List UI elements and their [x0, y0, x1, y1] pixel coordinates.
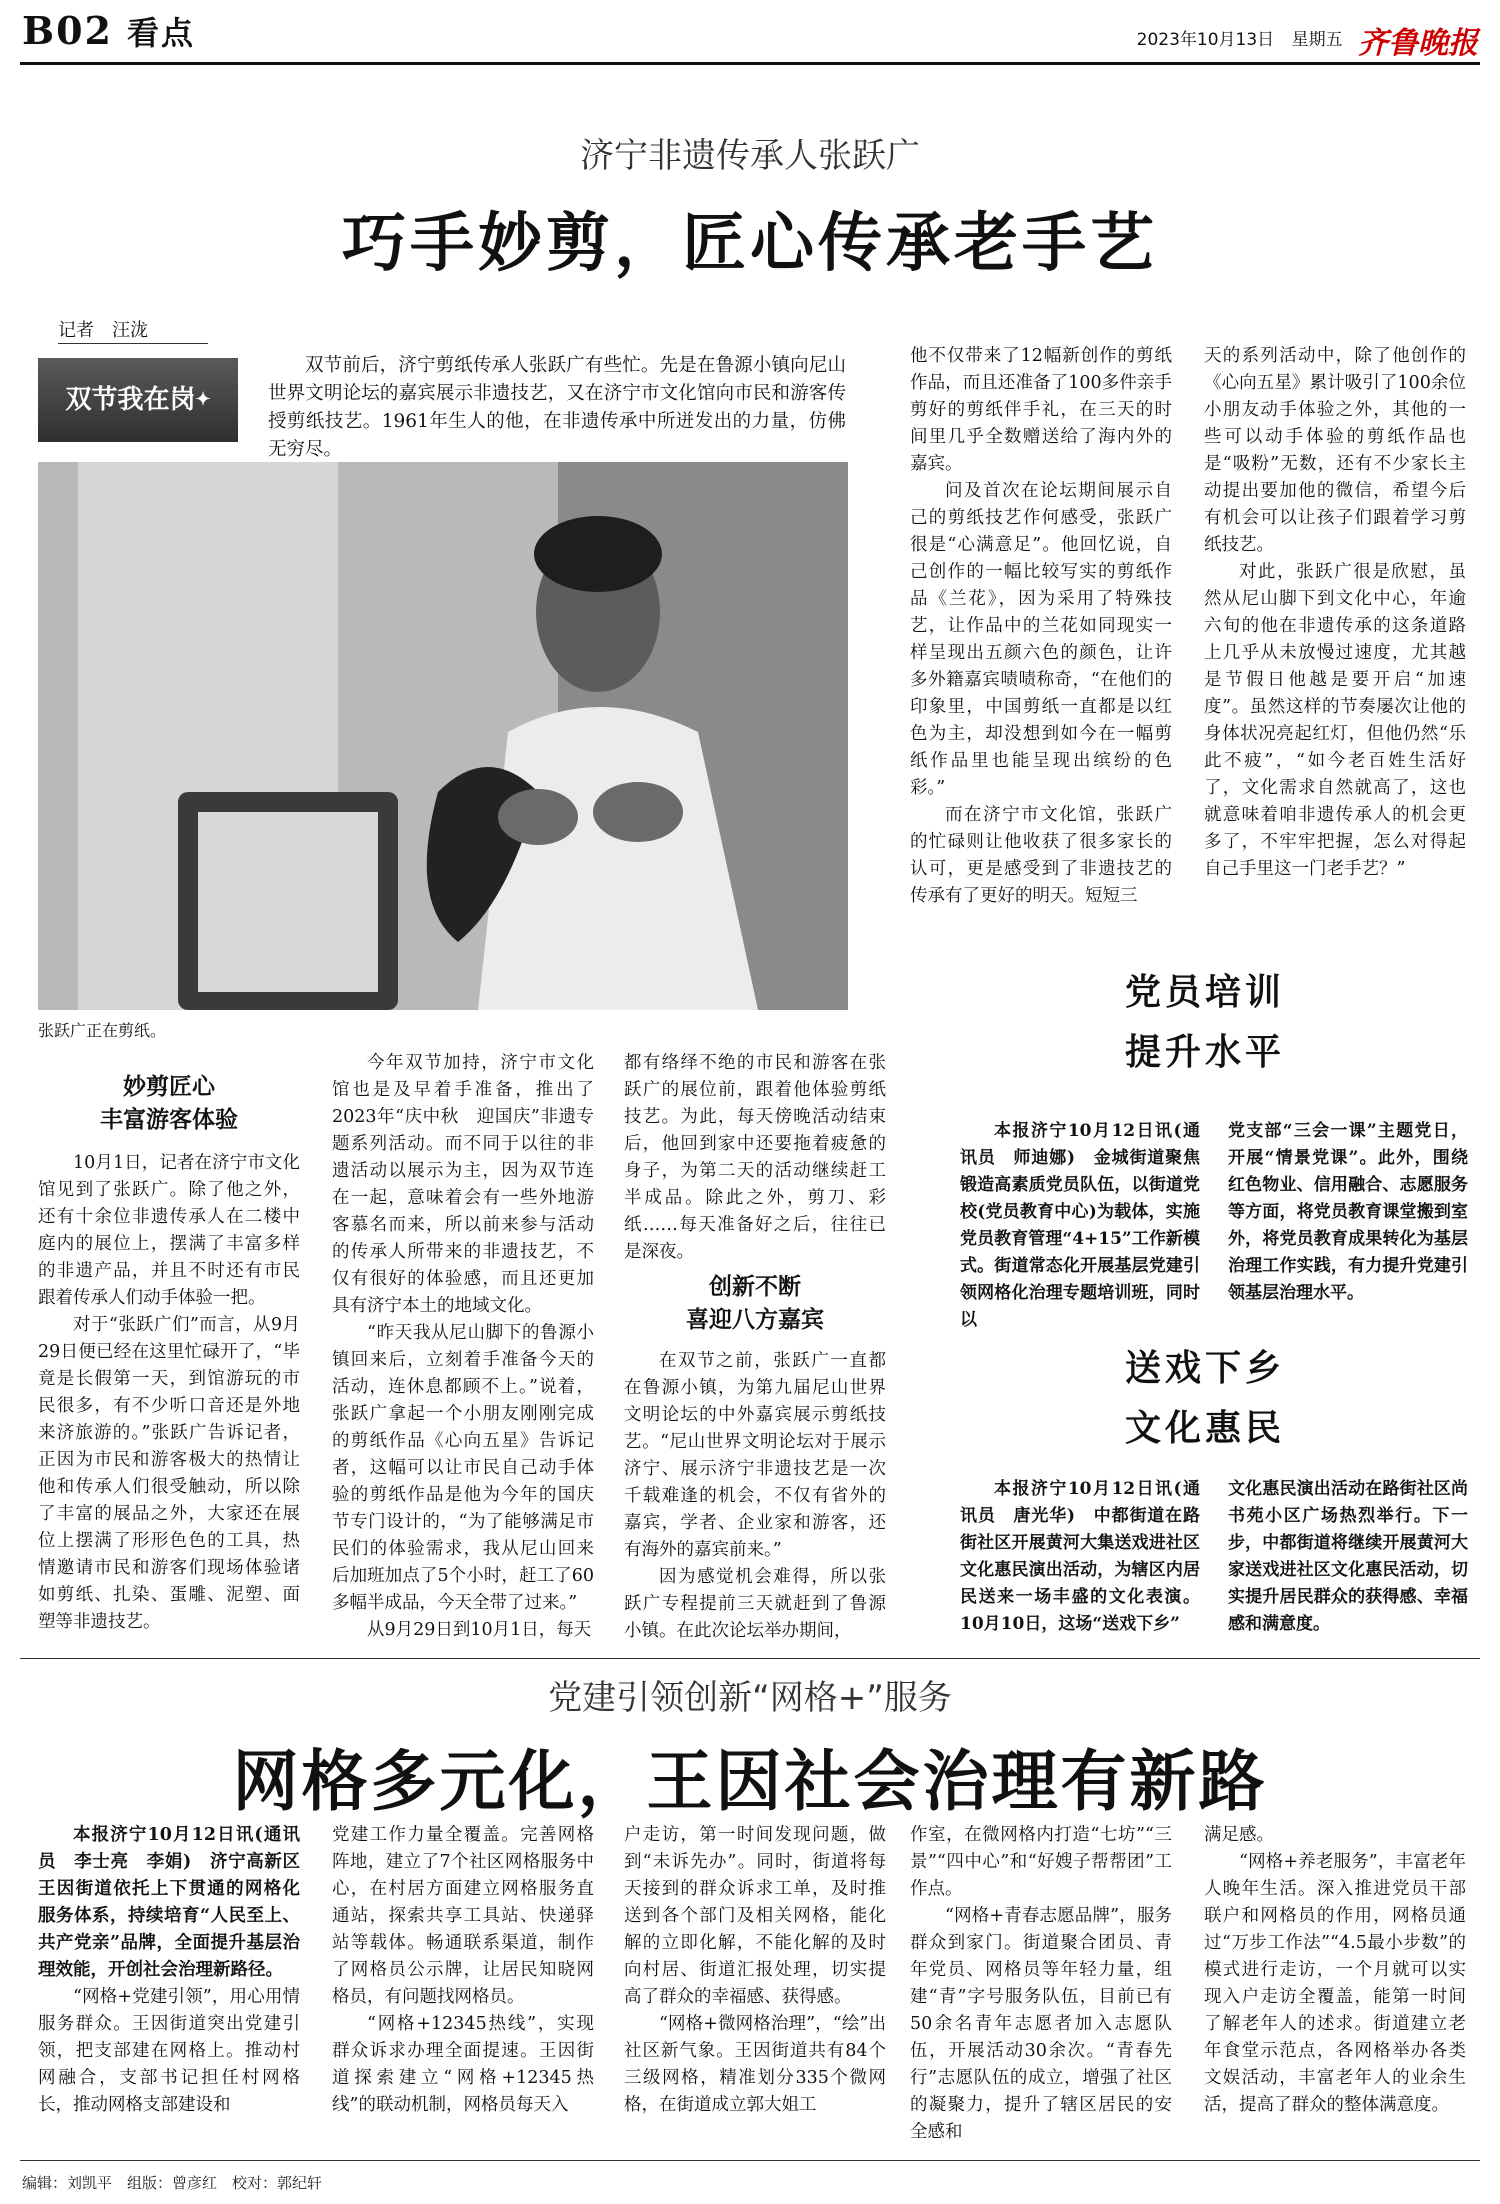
- story1-column-b3: 都有络绎不绝的市民和游客在张跃广的展位前，跟着他体验剪纸技艺。为此，每天傍晚活动结束后，他回到家中还要拖着疲惫的身子，为第二天的活动继续赶工半成品。除此之外，剪刀、彩纸……每天准备好之后，往往已是深夜。: [624, 1053, 886, 1262]
- story2-column-2: 党建工作力量全覆盖。完善网格阵地，建立了7个社区网格服务中心，在村居方面建立网格服务直通站，探索共享工具站、快递驿站等载体。畅通联系渠道，制作了网格员公示牌，让居民知晓网格员，有问题找网格员。 “网格+12345热线”，实现群众诉求办理全面提速。王因街道探索建立“网格+12345热线”的联动机制，网格员每天入: [332, 1825, 594, 2115]
- story2-column-1: 本报济宁10月12日讯(通讯员 李士亮 李娟) 济宁高新区王因街道依托上下贯通的网格化服务体系，持续培育“人民至上、共产党亲”品牌，全面提升基层治理效能，开创社会治理新路径。 “网格+党建引领”，用心用情服务群众。王因街道突出党建引领，把支部建在网格上。推动村网融合，支部书记担任村网格长，推动网格支部建设和: [38, 1825, 300, 2115]
- story1-column-b1: 10月1日，记者在济宁市文化馆见到了张跃广。除了他之外，还有十余位非遗传承人在二楼中庭内的展位上，摆满了丰富多样的非遗产品，并且不时还有市民跟着传承人们动手体验一把。 对于“张跃广们”而言，从9月29日便已经在这里忙碌开了，“毕竟是长假第一天，到馆游玩的市民很多，有不少听口音还是外地来济旅游的。”张跃广告诉记者，正因为市民和游客极大的热情让他和传承人们很受触动，所以除了丰富的展品之外，大家还在展位上摆满了形形色色的工具，热情邀请市民和游客们现场体验诸如剪纸、扎染、蛋雕、泥塑、面塑等非遗技艺。: [38, 1153, 300, 1632]
- story1-column-b3b: 在双节之前，张跃广一直都在鲁源小镇，为第九届尼山世界文明论坛的中外嘉宾展示剪纸技艺。“尼山世界文明论坛对于展示济宁、展示济宁非遗技艺是一次千载难逢的机会，不仅有省外的嘉宾，学者、企业家和游客，还有海外的嘉宾前来。” 因为感觉机会难得，所以张跃广专程提前三天就赶到了鲁源小镇。在此次论坛举办期间，: [624, 1351, 886, 1641]
- story1-byline: 记者 汪泷: [58, 320, 148, 341]
- page-number: B02 看点: [22, 8, 196, 53]
- footer-rule: [20, 2160, 1480, 2161]
- story2-column-5: 满足感。 “网格+养老服务”，丰富老年人晚年生活。深入推进党员干部联户和网格员的作用，网格员通过“万步工作法”“4.5最小步数”的模式进行走访，一个月就可以实现入户走访全覆盖，能第一时间了解老年人的述求。街道建立老年食堂示范点，各网格举办各类文娱活动，丰富老年人的业余生活，提高了群众的整体满意度。: [1204, 1825, 1466, 2115]
- editor-credits: 编辑：刘凯平 组版：曾彦红 校对：郭纪轩: [22, 2174, 323, 2192]
- story1-kicker: 济宁非遗传承人张跃广: [580, 136, 920, 176]
- issue-info: [1137, 18, 1478, 62]
- subhead-innovation: 创新不断 喜迎八方嘉宾: [686, 1273, 824, 1333]
- brief2-column-1: 本报济宁10月12日讯(通讯员 唐光华) 中都街道在路街社区开展黄河大集送戏进社区文化惠民演出活动，为辖区内居民送来一场丰盛的文化表演。10月10日，这场“送戏下乡”: [960, 1479, 1200, 1634]
- story2-column-3: 户走访，第一时间发现问题，做到“未诉先办”。同时，街道将每天接到的群众诉求工单，及时推送到各个部门及相关网格，能化解的立即化解，不能化解的及时向村居、街道汇报处理，切实提高了群众的幸福感、获得感。 “网格+微网格治理”，“绘”出社区新气象。王因街道共有84个三级网格，精准划分335个微网格，在街道成立郭大姐工: [624, 1825, 886, 2115]
- byline-underline: [58, 343, 208, 344]
- paper-logo: 齐鲁晚报: [1358, 26, 1478, 61]
- brief1-column-2: 党支部“三会一课”主题党日，开展“情景党课”。此外，围绕红色物业、信用融合、志愿服务等方面，将党员教育课堂搬到室外，将党员教育成果转化为基层治理工作实践，有力提升党建引领基层治理水平。: [1228, 1121, 1468, 1303]
- photo-illustration: [38, 462, 848, 1010]
- section-divider: [20, 1658, 1480, 1659]
- brief2-column-2: 文化惠民演出活动在路街社区尚书苑小区广场热烈举行。下一步，中都街道将继续开展黄河大家送戏进社区文化惠民活动，切实提升居民群众的获得感、幸福感和满意度。: [1228, 1479, 1468, 1634]
- photo-caption: 张跃广正在剪纸。: [38, 1021, 167, 1040]
- story2-headline: 网格多元化，王因社会治理有新路: [232, 1742, 1268, 1820]
- photo-papercutting: [38, 462, 848, 1010]
- issue-weekday: 星期五: [1291, 30, 1343, 50]
- brief2-title: 送戏下乡 文化惠民: [1124, 1347, 1285, 1449]
- section-name: 看点: [127, 14, 196, 52]
- story1-column-r1: 他不仅带来了12幅新创作的剪纸作品，而且还准备了100多件亲手剪好的剪纸伴手礼，在三天的时间里几乎全数赠送给了海内外的嘉宾。 问及首次在论坛期间展示自己的剪纸技艺作何感受，张跃广很是“心满意足”。他回忆说，自己创作的一幅比较写实的剪纸作品《兰花》，因为采用了特殊技艺，让作品中的兰花如同现实一样呈现出五颜六色的颜色，让许多外籍嘉宾啧啧称奇，“在他们的印象里，中国剪纸一直都是以红色为主，却没想到如今在一幅剪纸作品里也能呈现出缤纷的色彩。” 而在济宁市文化馆，张跃广的忙碌则让他收获了很多家长的认可，更是感受到了非遗技艺的传承有了更好的明天。短短三: [910, 346, 1172, 906]
- subhead-craft: 妙剪匠心 丰富游客体验: [100, 1073, 238, 1133]
- story2-column-4: 作室，在微网格内打造“七坊”“三景”“四中心”和“好嫂子帮帮团”工作点。 “网格+青春志愿品牌”，服务群众到家门。街道聚合团员、青年党员、网格员等年轻力量，组建“青”字号服务队伍，目前已有50余名青年志愿者加入志愿队伍，开展活动30余次。“青春先行”志愿队伍的成立，增强了社区的凝聚力，提升了辖区居民的安全感和: [910, 1825, 1172, 2142]
- story1-column-b2: 今年双节加持，济宁市文化馆也是及早着手准备，推出了2023年“庆中秋 迎国庆”非遗专题系列活动。而不同于以往的非遗活动以展示为主，因为双节连在一起，意味着会有一些外地游客慕名而来，所以前来参与活动的传承人所带来的非遗技艺，不仅有很好的体验感，而且还更加具有济宁本土的地域文化。 “昨天我从尼山脚下的鲁源小镇回来后，立刻着手准备今天的活动，连休息都顾不上。”说着，张跃广拿起一个小朋友刚刚完成的剪纸作品《心向五星》告诉记者，这幅可以让市民自己动手体验的剪纸作品是他为今年的国庆节专门设计的，“为了能够满足市民们的体验需求，我从尼山回来后加班加点了5个小时，赶工了60多幅半成品，今天全带了过来。” 从9月29日到10月1日，每天: [332, 1053, 594, 1640]
- story1-lead: 双节前后，济宁剪纸传承人张跃广有些忙。先是在鲁源小镇向尼山世界文明论坛的嘉宾展示非遗技艺，又在济宁市文化馆向市民和游客传授剪纸技艺。1961年生人的他，在非遗传承中所迸发出的力量，仿佛无穷尽。: [268, 355, 846, 460]
- brief1-column-1: 本报济宁10月12日讯(通讯员 师迪娜) 金城街道聚焦锻造高素质党员队伍，以街道党校(党员教育中心)为载体，实施党员教育管理“4+15”工作新模式。街道常态化开展基层党建引领网格化治理专题培训班，同时以: [960, 1121, 1200, 1330]
- story1-column-r2: 天的系列活动中，除了他创作的《心向五星》累计吸引了100余位小朋友动手体验之外，其他的一些可以动手体验的剪纸作品也是“吸粉”无数，还有不少家长主动提出要加他的微信，希望今后有机会可以让孩子们跟着学习剪纸技艺。 对此，张跃广很是欣慰，虽然从尼山脚下到文化中心，年逾六旬的他在非遗传承的这条道路上几乎从未放慢过速度，尤其越是节假日他越是要开启“加速度”。虽然这样的节奏屡次让他的身体状况亮起红灯，但他仍然“乐此不疲”，“如今老百姓生活好了，文化需求自然就高了，这也就意味着咱非遗传承人的机会更多了，不牢牢把握，怎么对得起自己手里这一门老手艺？”: [1204, 346, 1466, 879]
- brief1-title: 党员培训 提升水平: [1124, 971, 1285, 1073]
- bird-icon: ✦: [195, 389, 211, 410]
- story1-headline: 巧手妙剪，匠心传承老手艺: [342, 206, 1158, 281]
- issue-date: 2023年10月13日: [1136, 30, 1275, 50]
- story2-kicker: 党建引领创新“网格+”服务: [548, 1678, 952, 1718]
- column-badge: 双节我在岗✦: [38, 358, 238, 442]
- top-rule: [20, 62, 1480, 65]
